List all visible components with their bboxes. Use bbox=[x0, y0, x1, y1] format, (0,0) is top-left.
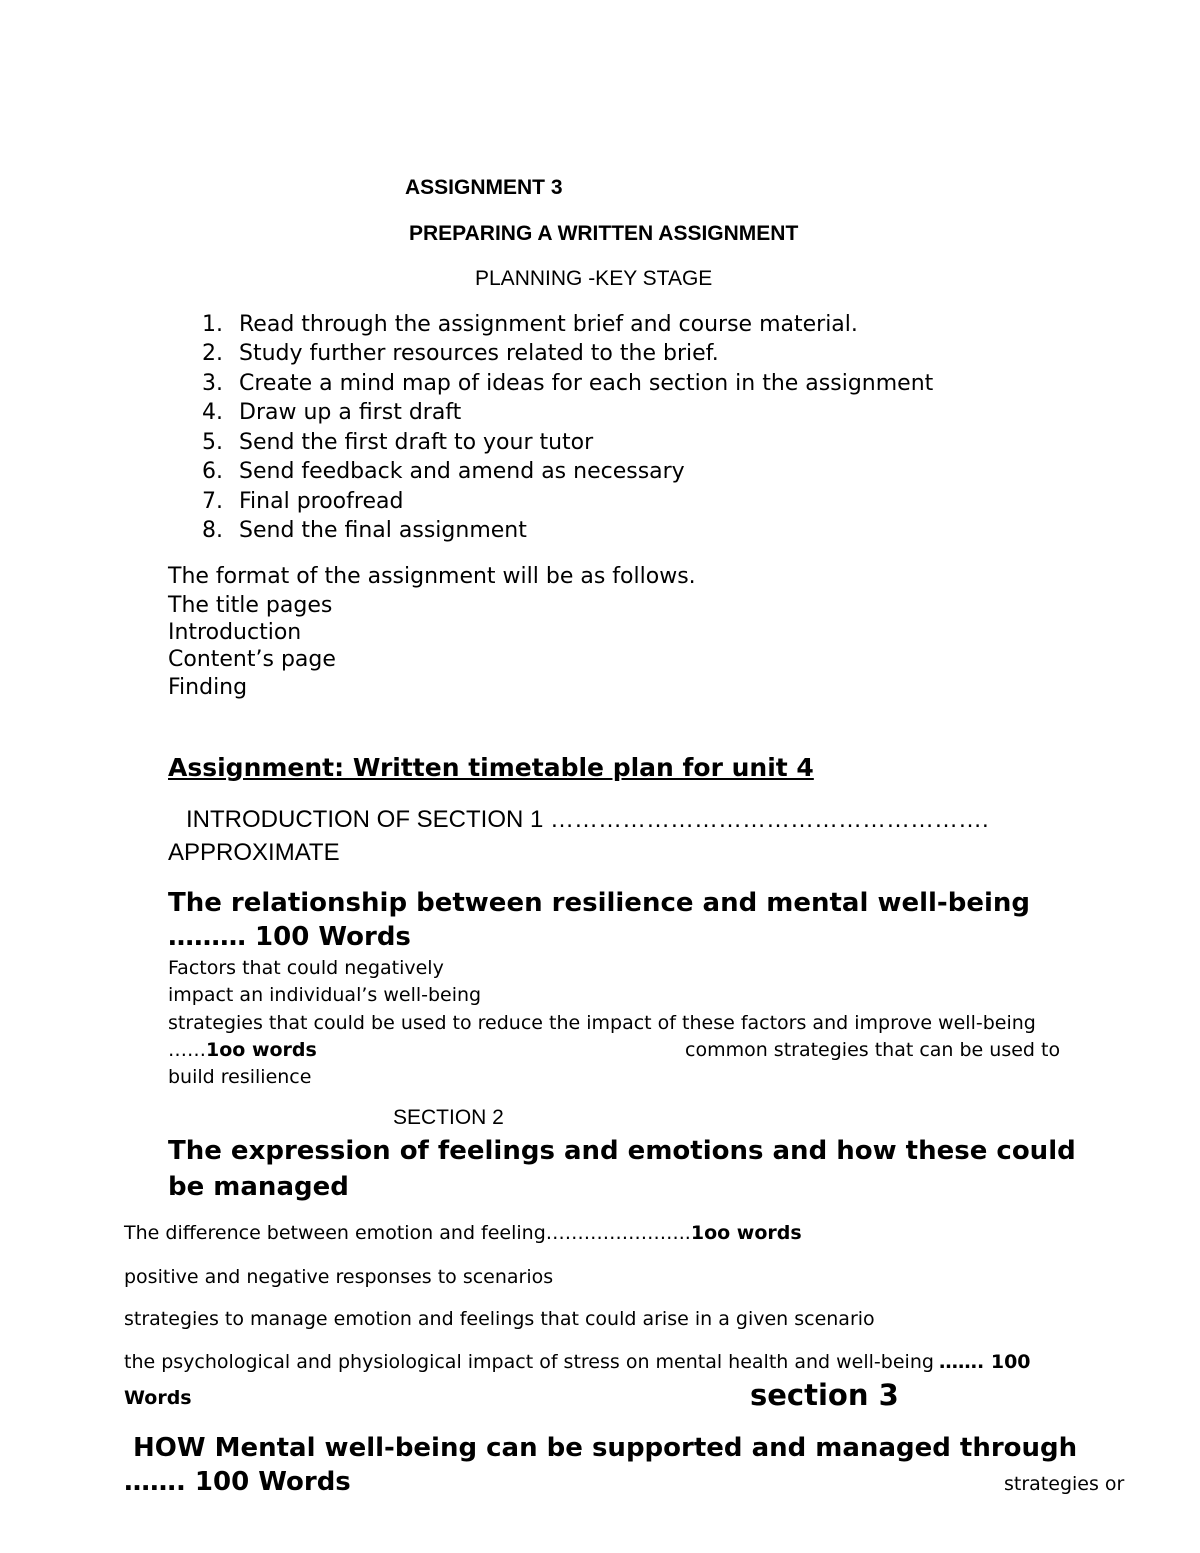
section2-stress-line bbox=[124, 1351, 1031, 1373]
section1-approximate: APPROXIMATE bbox=[168, 839, 340, 866]
format-item: The title pages bbox=[168, 593, 333, 618]
difference-text: The difference between emotion and feeling………………….. bbox=[124, 1222, 691, 1244]
list-text: Send feedback and amend as necessary bbox=[239, 459, 685, 484]
stress-text: the psychological and physiological impact of stress on mental health and well-being bbox=[124, 1351, 934, 1373]
list-text: Send the first draft to your tutor bbox=[239, 430, 594, 455]
list-text: Draw up a first draft bbox=[239, 400, 462, 425]
list-number: 2. bbox=[202, 341, 223, 366]
list-number: 5. bbox=[202, 430, 223, 455]
format-item: Finding bbox=[168, 675, 248, 700]
section1-strategies: strategies that could be used to reduce the impact of these factors and improve well-being bbox=[168, 1012, 1036, 1034]
format-item: Content’s page bbox=[168, 647, 336, 672]
list-number: 3. bbox=[202, 371, 223, 396]
list-item bbox=[202, 518, 527, 543]
list-item bbox=[202, 400, 461, 425]
list-item bbox=[202, 459, 685, 484]
list-number: 7. bbox=[202, 489, 223, 514]
section1-word-line bbox=[168, 1039, 317, 1061]
format-intro: The format of the assignment will be as follows. bbox=[168, 564, 696, 589]
list-text: Study further resources related to the brief. bbox=[239, 341, 719, 366]
section3-heading: HOW Mental well-being can be supported and managed through bbox=[133, 1433, 1078, 1463]
section1-build-resilience: build resilience bbox=[168, 1066, 312, 1088]
section2-heading-cont: be managed bbox=[168, 1172, 349, 1202]
assignment-title: ASSIGNMENT 3 bbox=[405, 176, 563, 199]
section2-heading: The expression of feelings and emotions and how these could bbox=[168, 1136, 1076, 1166]
list-item bbox=[202, 341, 719, 366]
list-text: Read through the assignment brief and course material. bbox=[239, 312, 858, 337]
section1-word-count: ……… 100 Words bbox=[168, 922, 411, 952]
section2-difference-line bbox=[124, 1222, 802, 1244]
words-label: Words bbox=[124, 1387, 192, 1409]
format-item: Introduction bbox=[168, 620, 302, 645]
section3-label: section 3 bbox=[750, 1378, 899, 1412]
planning-stage-heading: PLANNING -KEY STAGE bbox=[475, 267, 713, 290]
section3-strategies-or: strategies or bbox=[1004, 1473, 1125, 1495]
section1-factors: Factors that could negatively bbox=[168, 957, 444, 979]
assignment-heading: Assignment: Written timetable plan for unit 4 bbox=[168, 753, 814, 782]
list-number: 6. bbox=[202, 459, 223, 484]
list-item bbox=[202, 430, 593, 455]
section1-heading: The relationship between resilience and mental well-being bbox=[168, 888, 1030, 918]
document-subtitle: PREPARING A WRITTEN ASSIGNMENT bbox=[409, 222, 799, 245]
section1-common-strategies: common strategies that can be used to bbox=[685, 1039, 1061, 1061]
word-count: 1oo words bbox=[206, 1039, 317, 1061]
list-number: 4. bbox=[202, 400, 223, 425]
section3-word-count: ……. 100 Words bbox=[124, 1467, 351, 1497]
list-number: 1. bbox=[202, 312, 223, 337]
list-text: Send the final assignment bbox=[239, 518, 527, 543]
list-text: Final proofread bbox=[239, 489, 404, 514]
list-item bbox=[202, 371, 933, 396]
word-count: ……. 100 bbox=[939, 1351, 1031, 1373]
section2-label: SECTION 2 bbox=[393, 1106, 504, 1129]
section1-factors-cont: impact an individual’s well-being bbox=[168, 984, 482, 1006]
word-count: 1oo words bbox=[690, 1222, 802, 1244]
list-item bbox=[202, 489, 403, 514]
section1-intro: INTRODUCTION OF SECTION 1 ………………………………………………. bbox=[186, 806, 989, 833]
list-item bbox=[202, 312, 858, 337]
section2-responses: positive and negative responses to scenarios bbox=[124, 1266, 554, 1288]
section2-manage-emotions: strategies to manage emotion and feelings that could arise in a given scenario bbox=[124, 1308, 875, 1330]
list-text: Create a mind map of ideas for each section in the assignment bbox=[239, 371, 934, 396]
dots: …… bbox=[168, 1039, 206, 1061]
list-number: 8. bbox=[202, 518, 223, 543]
